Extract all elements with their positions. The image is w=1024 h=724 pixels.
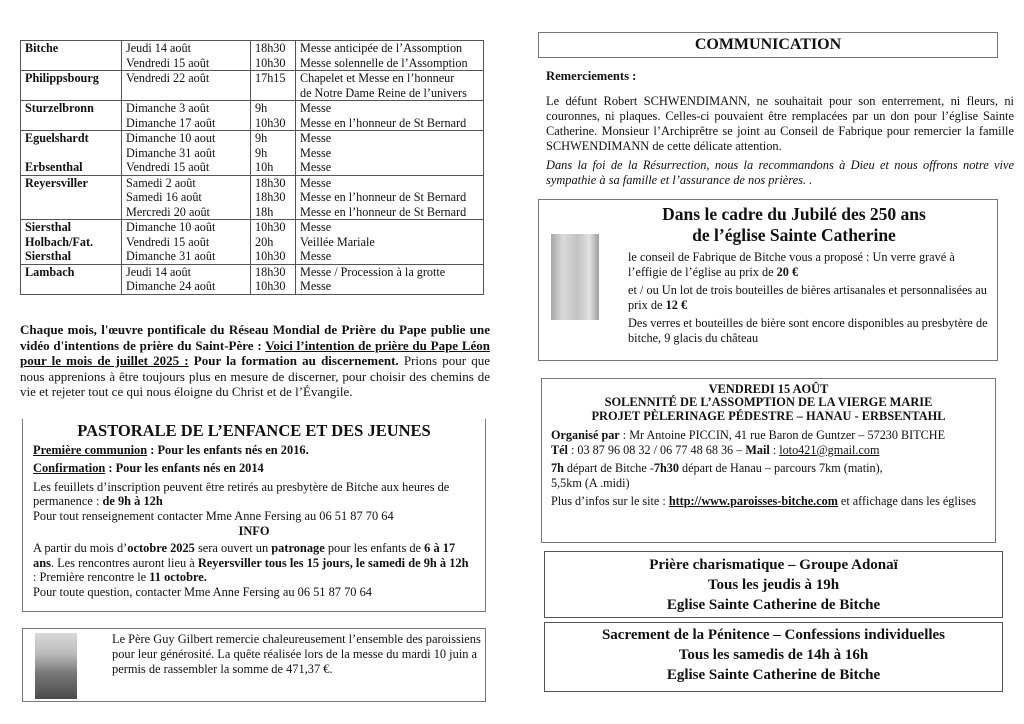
schedule-place [25, 146, 117, 161]
schedule-date: Dimanche 24 août [126, 279, 216, 293]
contact-line: Pour tout renseignement contacter Mme Anne Fersing au 06 51 87 70 64 [33, 508, 394, 523]
schedule-event-cell [296, 220, 484, 265]
jubile-box [538, 199, 998, 361]
schedule-date: Dimanche 31 août [126, 145, 216, 160]
schedule-place-cell [21, 264, 122, 294]
guy-gilbert-box [22, 628, 486, 702]
penitence-box: Sacrement de la Pénitence – Confessions individuelles Tous les samedis de 14h à 16h Eglise Sainte Catherine de Bitche [544, 622, 1003, 692]
guy-gilbert-photo [35, 633, 77, 699]
confirmation: Confirmation : Pour les enfants nés en 2014 [33, 461, 264, 476]
schedule-event: de Notre Dame Reine de l’univers [300, 85, 467, 100]
schedule-date-cell [122, 264, 251, 294]
schedule-date: Vendredi 15 août [126, 160, 210, 174]
schedule-time: 18h30 [255, 264, 286, 279]
schedule-place: Erbsenthal [25, 160, 83, 174]
schedule-place-cell [21, 131, 122, 176]
schedule-place-cell [21, 220, 122, 265]
schedule-place: Sturzelbronn [25, 101, 94, 115]
schedule-date: Dimanche 10 août [126, 220, 216, 234]
schedule-date: Dimanche 17 août [126, 115, 216, 130]
schedule-row [21, 41, 484, 71]
info-title: INFO [238, 523, 270, 538]
remerciements-paragraph: Le défunt Robert SCHWENDIMANN, ne souhaitait pour son enterrement, ni fleurs, ni couronnes, ni plaques. Celles-ci pouvaient être remplacées par un don pour l’église Sainte Catherine. Monsieur l’Archiprêtre se joint au Conseil de Fabrique pour remercier la famille SCHWENDIMANN de cette délicate attention. [546, 94, 1014, 153]
schedule-date: Samedi 2 août [126, 175, 196, 190]
schedule-event-cell [296, 131, 484, 176]
schedule-time: 18h30 [255, 190, 286, 204]
schedule-event: Messe [300, 175, 332, 190]
schedule-place-cell [21, 41, 122, 71]
schedule-time-cell [251, 101, 296, 131]
schedule-event: Messe [300, 279, 332, 293]
schedule-event-cell [296, 175, 484, 220]
schedule-time: 9h [255, 145, 268, 160]
schedule-event: Messe anticipée de l’Assomption [300, 41, 463, 55]
guy-gilbert-text: Le Père Guy Gilbert remercie chaleureusement l’ensemble des paroissiens pour leur générosité. La quête réalisée lors de la messe du mardi 10 juin a permis de rassembler la somme de 471,37 €. [112, 632, 481, 676]
schedule-date-cell [122, 220, 251, 265]
schedule-date: Dimanche 31 août [126, 249, 216, 263]
schedule-time-cell [251, 131, 296, 176]
schedule-row [21, 101, 484, 131]
schedule-date-cell [122, 101, 251, 131]
schedule-time: 18h30 [255, 175, 286, 190]
schedule-event-cell [296, 101, 484, 131]
schedule-event: Messe [300, 145, 332, 160]
intention-intro: Chaque mois, l'œuvre pontificale du Réseau Mondial de Prière du Pape publie une vidéo d'intentions de prière du Saint-Père : [20, 322, 490, 353]
schedule-date: Mercredi 20 août [126, 204, 210, 219]
schedule-date-cell [122, 175, 251, 220]
schedule-date: Jeudi 14 août [126, 41, 191, 55]
schedule-place: Bitche [25, 41, 59, 55]
communication-body [546, 94, 1014, 192]
schedule-time: 10h30 [255, 55, 286, 70]
condolence-paragraph: Dans la foi de la Résurrection, nous la recommandons à Dieu et nous offrons notre vive sympathie à sa famille et l’assurance de nos prières. . [546, 158, 1014, 187]
schedule-place: Philippsbourg [25, 71, 99, 85]
communication-title: COMMUNICATION [538, 32, 998, 58]
schedule-time: 10h30 [255, 249, 286, 263]
schedule-event: Messe [300, 101, 332, 115]
schedule-time-cell [251, 220, 296, 265]
schedule-date: Vendredi 15 août [126, 234, 210, 249]
inscription-info: Les feuillets d’inscription peuvent être retirés au presbytère de Bitche aux heures de permanence : de 9h à 12h Pour tout renseignement contacter Mme Anne Fersing au 06 51 87 70 64 [33, 479, 450, 523]
schedule-time: 9h [255, 101, 268, 115]
schedule-date: Jeudi 14 août [126, 264, 191, 279]
pastorale-title: PASTORALE DE L’ENFANCE ET DES JEUNES [77, 421, 431, 440]
schedule-place-cell [21, 71, 122, 101]
schedule-time: 10h [255, 160, 274, 174]
schedule-time: 9h [255, 131, 268, 145]
schedule-row [21, 264, 484, 294]
schedule-time: 10h30 [255, 115, 286, 130]
schedule-time-cell [251, 71, 296, 101]
schedule-time: 10h30 [255, 279, 286, 293]
schedule-date-cell [122, 41, 251, 71]
schedule-time-cell [251, 175, 296, 220]
schedule-time-cell [251, 41, 296, 71]
glass-offer: le conseil de Fabrique de Bitche vous a proposé : Un verre gravé à l’effigie de l’église au prix de 20 € [628, 250, 955, 279]
email-link[interactable]: loto421@gmail.com [779, 442, 880, 457]
mass-schedule-table [20, 40, 484, 295]
schedule-place: Siersthal [25, 249, 72, 263]
schedule-date: Vendredi 15 août [126, 55, 210, 70]
prayer-intention-paragraph [20, 322, 490, 400]
schedule-event: Messe [300, 220, 332, 234]
website-link[interactable]: http://www.paroisses-bitche.com [668, 494, 838, 509]
website-info: Plus d’infos sur le site : http://www.paroisses-bitche.com et affichage dans les églises [551, 494, 977, 509]
remerciements-heading: Remerciements : [546, 69, 637, 83]
pelerinage-header: VENDREDI 15 AOÛT SOLENNITÉ DE L’ASSOMPTION DE LA VIERGE MARIE PROJET PÈLERINAGE PÉDESTRE – HANAU - ERBSENTAHL [591, 382, 946, 423]
schedule-date: Dimanche 3 août [126, 101, 210, 115]
schedule-event: Chapelet et Messe en l’honneur [300, 71, 455, 85]
organiser-info: Organisé par : Mr Antoine PICCIN, 41 rue Baron de Guntzer – 57230 BITCHE Tél : 03 87 96 08 32 / 06 77 48 68 36 – Mail : loto421@gmail.com [551, 428, 946, 457]
schedule-place: Siersthal [25, 220, 72, 234]
schedule-event-cell [296, 41, 484, 71]
schedule-date: Dimanche 10 aout [126, 131, 216, 145]
schedule-time: 20h [255, 234, 274, 249]
schedule-event: Messe / Procession à la grotte [300, 264, 446, 279]
schedule-time-cell [251, 264, 296, 294]
schedule-place: Lambach [25, 264, 75, 279]
jubile-body [628, 250, 988, 350]
schedule-event-cell [296, 264, 484, 294]
schedule-time: 18h [255, 204, 274, 219]
schedule-row [21, 220, 484, 265]
charismatic-prayer-box: Prière charismatique – Groupe Adonaï Tous les jeudis à 19h Eglise Sainte Catherine de Bitche [544, 551, 1003, 618]
departure-info: 7h départ de Bitche -7h30 départ de Hanau – parcours 7km (matin), 5,5km (A .midi) [551, 461, 883, 490]
schedule-event-cell [296, 71, 484, 101]
patronage-info: A partir du mois d’octobre 2025 sera ouvert un patronage pour les enfants de 6 à 17 ans. Les rencontres auront lieu à Reyersviller tous les 15 jours, le samedi de 9h à 12h : Première rencontre le 11 octobre. Pour toute question, contacter Mme Anne Fersing au 06 51 87 70 64 [33, 541, 469, 599]
schedule-event: Messe en l’honneur de St Bernard [300, 204, 467, 219]
pastorale-box [22, 419, 486, 612]
schedule-date: Vendredi 22 août [126, 71, 210, 85]
schedule-event: Messe solennelle de l’Assomption [300, 55, 468, 70]
schedule-place: Reyersviller [25, 175, 88, 190]
schedule-place-cell [21, 101, 122, 131]
pelerinage-box [541, 378, 996, 543]
engraved-glass-photo [551, 234, 599, 320]
intention-underlined: Voici l’intention de prière du Pape Léon pour le mois de juillet 2025 : [20, 337, 490, 369]
jubile-title: Dans le cadre du Jubilé des 250 ans de l’église Sainte Catherine [662, 204, 926, 245]
schedule-event: Messe en l’honneur de St Bernard [300, 190, 467, 204]
schedule-row [21, 131, 484, 176]
schedule-time: 18h30 [255, 41, 286, 55]
beer-offer: et / ou Un lot de trois bouteilles de bières artisanales et personnalisées au prix de 12 € [628, 283, 987, 312]
intention-body: Prions pour que nous apprenions à être toujours plus en mesure de discerner, pour choisir des chemins de vie et rejeter tout ce qui nous éloigne du Christ et de l’Évangile. [20, 353, 490, 400]
premiere-communion: Première communion : Pour les enfants nés en 2016. [33, 442, 309, 457]
schedule-event: Veillée Mariale [300, 234, 375, 249]
availability-note: Des verres et bouteilles de bière sont encore disponibles au presbytère de bitche, 9 glacis du château [628, 316, 988, 345]
schedule-date-cell [122, 131, 251, 176]
schedule-date: Samedi 16 août [126, 190, 202, 204]
schedule-event: Messe [300, 249, 332, 263]
schedule-time: 17h15 [255, 71, 286, 85]
schedule-date-cell [122, 71, 251, 101]
contact-line: Pour toute question, contacter Mme Anne Fersing au 06 51 87 70 64 [33, 584, 372, 599]
schedule-event: Messe [300, 160, 332, 174]
schedule-row [21, 71, 484, 101]
schedule-place-cell [21, 175, 122, 220]
schedule-row [21, 175, 484, 220]
intention-theme: Pour la formation au discernement. [188, 353, 399, 369]
schedule-event: Messe [300, 131, 332, 145]
schedule-event: Messe en l’honneur de St Bernard [300, 115, 467, 130]
schedule-place: Eguelshardt [25, 131, 89, 145]
schedule-time: 10h30 [255, 220, 286, 234]
schedule-place: Holbach/Fat. [25, 234, 94, 249]
